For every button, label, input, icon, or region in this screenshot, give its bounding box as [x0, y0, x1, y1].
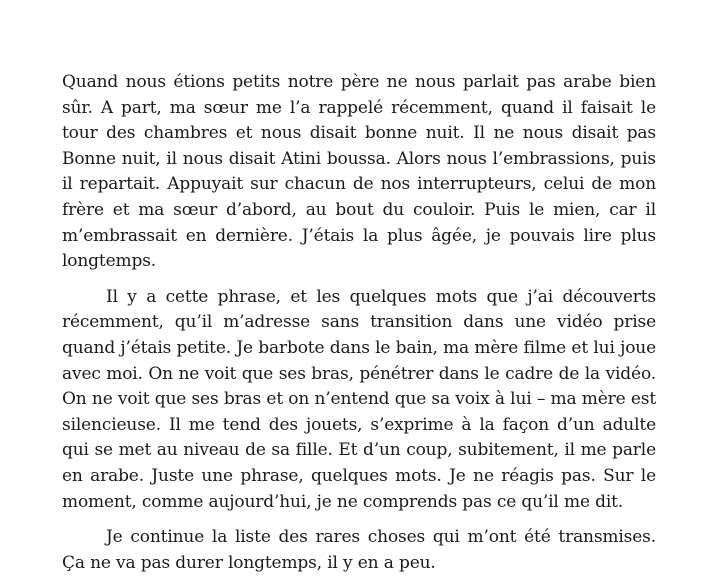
paragraph-2: Il y a cette phrase, et les quelques mots que j’ai découverts récemment, qu’il m’adresse sans transition dans une vidéo prise quand j’étais petite. Je barbote dans le bain, ma mère filme et lui joue avec moi. On ne voit que ses bras, pénétrer dans le cadre de la vidéo. On ne voit que ses bras et on n’entend que sa voix à lui – ma mère est silencieuse. Il me tend des jouets, s’exprime à la façon d’un adulte qui se met au niveau de sa fille. Et d’un coup, subitement, il me parle en arabe. Juste une phrase, quelques mots. Je ne réagis pas. Sur le moment, comme aujourd’hui, je ne comprends pas ce qu’il me dit. — [62, 286, 656, 512]
book-page-text — [62, 70, 656, 586]
paragraph-1: Quand nous étions petits notre père ne nous parlait pas arabe bien sûr. A part, ma sœur me l’a rappelé récemment, quand il faisait le tour des chambres et nous disait bonne nuit. Il ne nous disait pas Bonne nuit, il nous disait Atini boussa. Alors nous l’embrassions, puis il repartait. Appuyait sur chacun de nos interrupteurs, celui de mon frère et ma sœur d’abord, au bout du couloir. Puis le mien, car il m’embrassait en dernière. J’étais la plus âgée, je pouvais lire plus longtemps. — [62, 72, 656, 272]
paragraph-3: Je continue la liste des rares choses qui m’ont été transmises. Ça ne va pas durer longtemps, il y en a peu. — [62, 527, 656, 573]
